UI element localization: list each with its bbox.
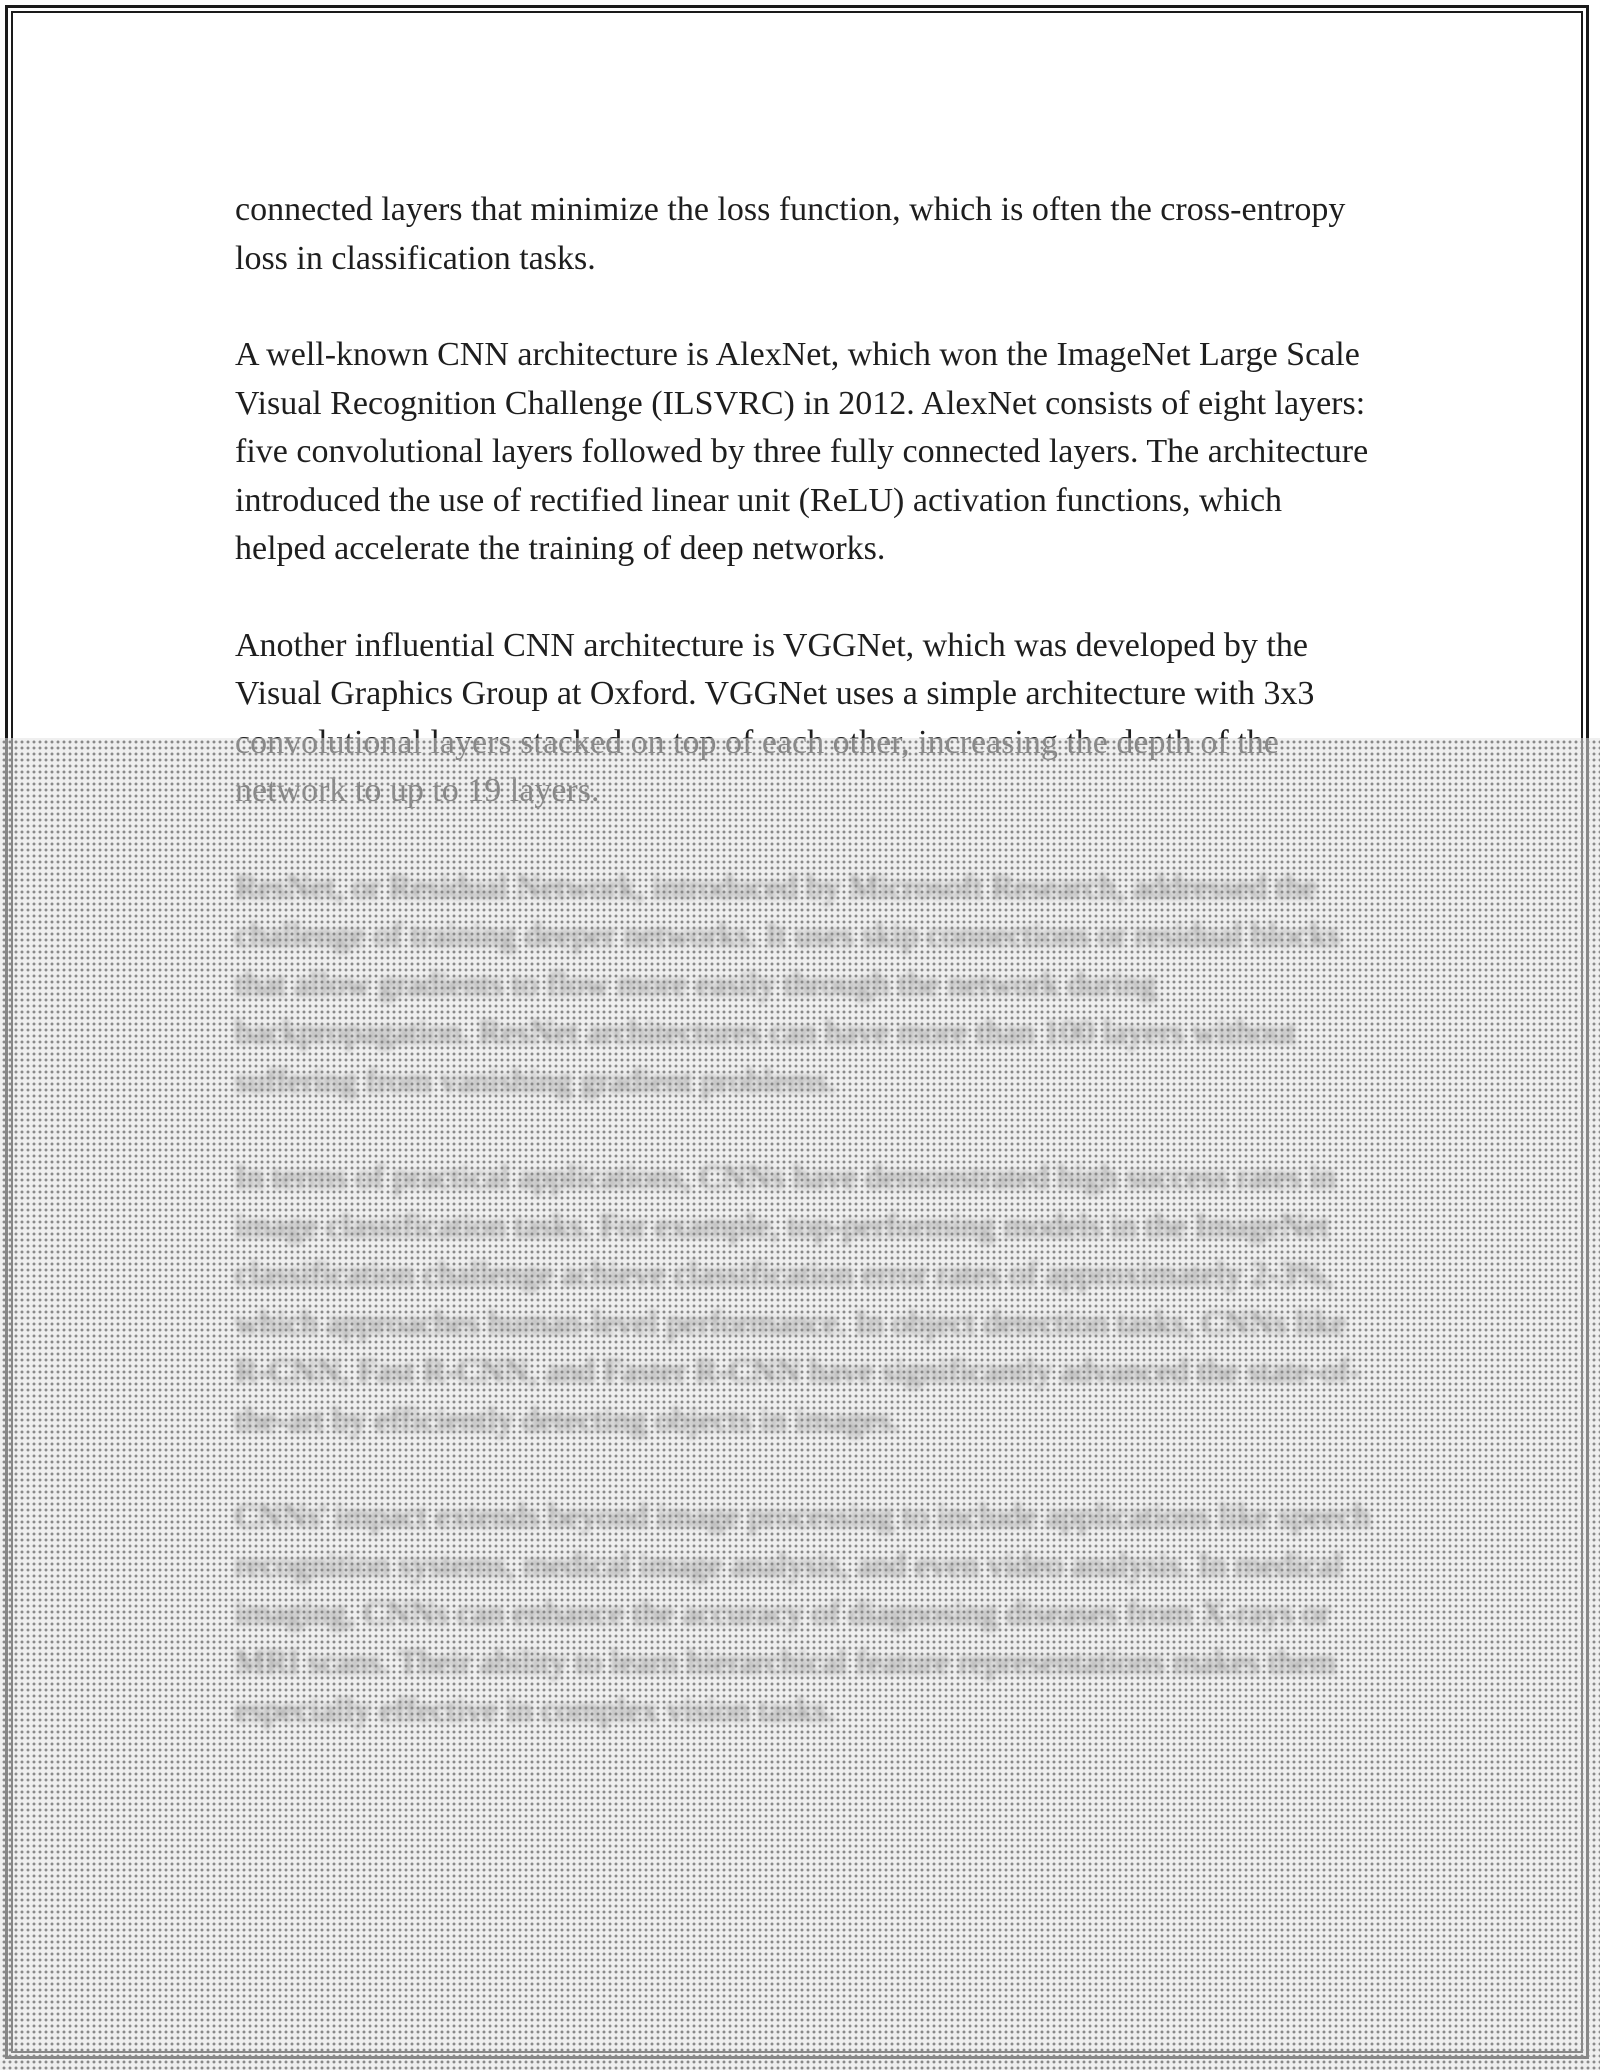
paragraph-vggnet: Another influential CNN architecture is VGGNet, which was developed by the Visual Graphics Group at Oxford. VGGNet uses a simple architecture with 3x3 xyxy=(235,626,1315,712)
obscuring-overlay xyxy=(0,738,1600,2070)
paragraph-alexnet: A well-known CNN architecture is AlexNet, which won the ImageNet Large Scale Visual Recognition Challenge (ILSVRC) in 2012. AlexNet consists of eight layers: five convolutional layers followed by three fully connected layers. The architecture introduced the use of rectified linear unit (ReLU) activation functions, which helped accelerate the training of deep networks. xyxy=(235,336,1369,567)
paragraph-loss-function: connected layers that minimize the loss function, which is often the cross-entropy loss in classification tasks. xyxy=(235,191,1346,277)
